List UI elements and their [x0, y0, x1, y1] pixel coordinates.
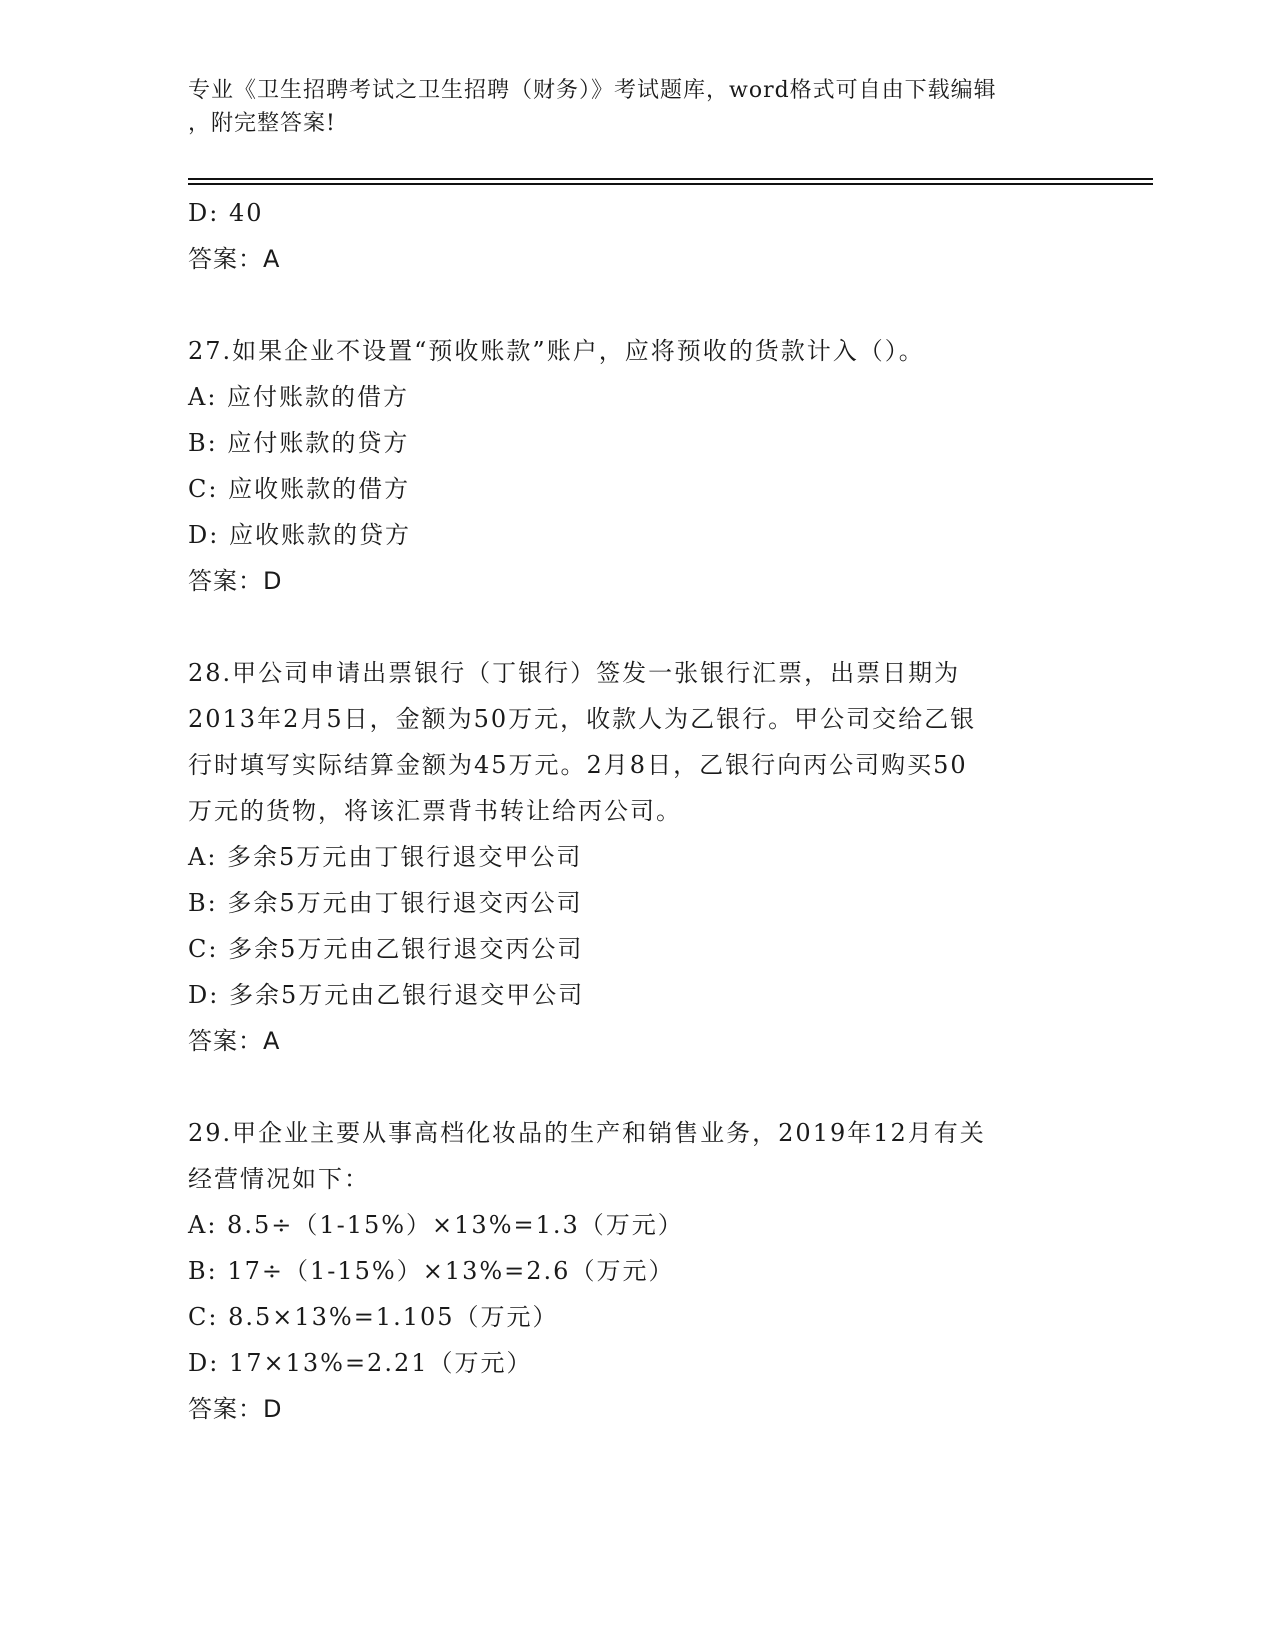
answer: 答案：D: [188, 567, 283, 595]
header-line-2: ，附完整答案!: [188, 111, 336, 136]
option-d: D: 17×13%=2.21（万元）: [188, 1349, 533, 1377]
header-rule-bottom: [188, 183, 1153, 185]
option-d: D: 多余5万元由乙银行退交甲公司: [188, 981, 585, 1009]
option-a: A: 8.5÷（1-15%）×13%=1.3（万元）: [188, 1211, 684, 1239]
option-d: D: 40: [188, 199, 264, 227]
question-stem: 27.如果企业不设置“预收账款”账户，应将预收的货款计入（）。: [188, 337, 925, 365]
option-b: B: 17÷（1-15%）×13%=2.6（万元）: [188, 1257, 675, 1285]
question-29: [188, 1110, 1088, 1432]
option-b: B: 多余5万元由丁银行退交丙公司: [188, 889, 583, 917]
question-stem-line: 经营情况如下：: [188, 1165, 370, 1193]
question-stem-line: 2013年2月5日，金额为50万元，收款人为乙银行。甲公司交给乙银: [188, 705, 977, 733]
option-a: A: 多余5万元由丁银行退交甲公司: [188, 843, 583, 871]
question-stem-line: 万元的货物，将该汇票背书转让给丙公司。: [188, 797, 682, 825]
option-b: B: 应付账款的贷方: [188, 429, 410, 457]
header-rule-top: [188, 178, 1153, 180]
document-header: [188, 74, 1088, 140]
option-c: C: 8.5×13%=1.105（万元）: [188, 1303, 559, 1331]
option-a: A: 应付账款的借方: [188, 383, 410, 411]
answer: 答案：A: [188, 1027, 281, 1055]
option-d: D: 应收账款的贷方: [188, 521, 411, 549]
question-27: [188, 328, 1088, 604]
question-stem-line: 行时填写实际结算金额为45万元。2月8日，乙银行向丙公司购买50: [188, 751, 968, 779]
answer: 答案：D: [188, 1395, 283, 1423]
question-content: [188, 190, 1088, 1432]
question-stem-line: 28.甲公司申请出票银行（丁银行）签发一张银行汇票，出票日期为: [188, 659, 961, 687]
option-c: C: 应收账款的借方: [188, 475, 411, 503]
option-c: C: 多余5万元由乙银行退交丙公司: [188, 935, 584, 963]
question-stem-line: 29.甲企业主要从事高档化妆品的生产和销售业务，2019年12月有关: [188, 1119, 986, 1147]
question-28: [188, 650, 1088, 1064]
answer: 答案：A: [188, 245, 281, 273]
header-line-1: 专业《卫生招聘考试之卫生招聘（财务）》考试题库，word格式可自由下载编辑: [188, 78, 997, 103]
